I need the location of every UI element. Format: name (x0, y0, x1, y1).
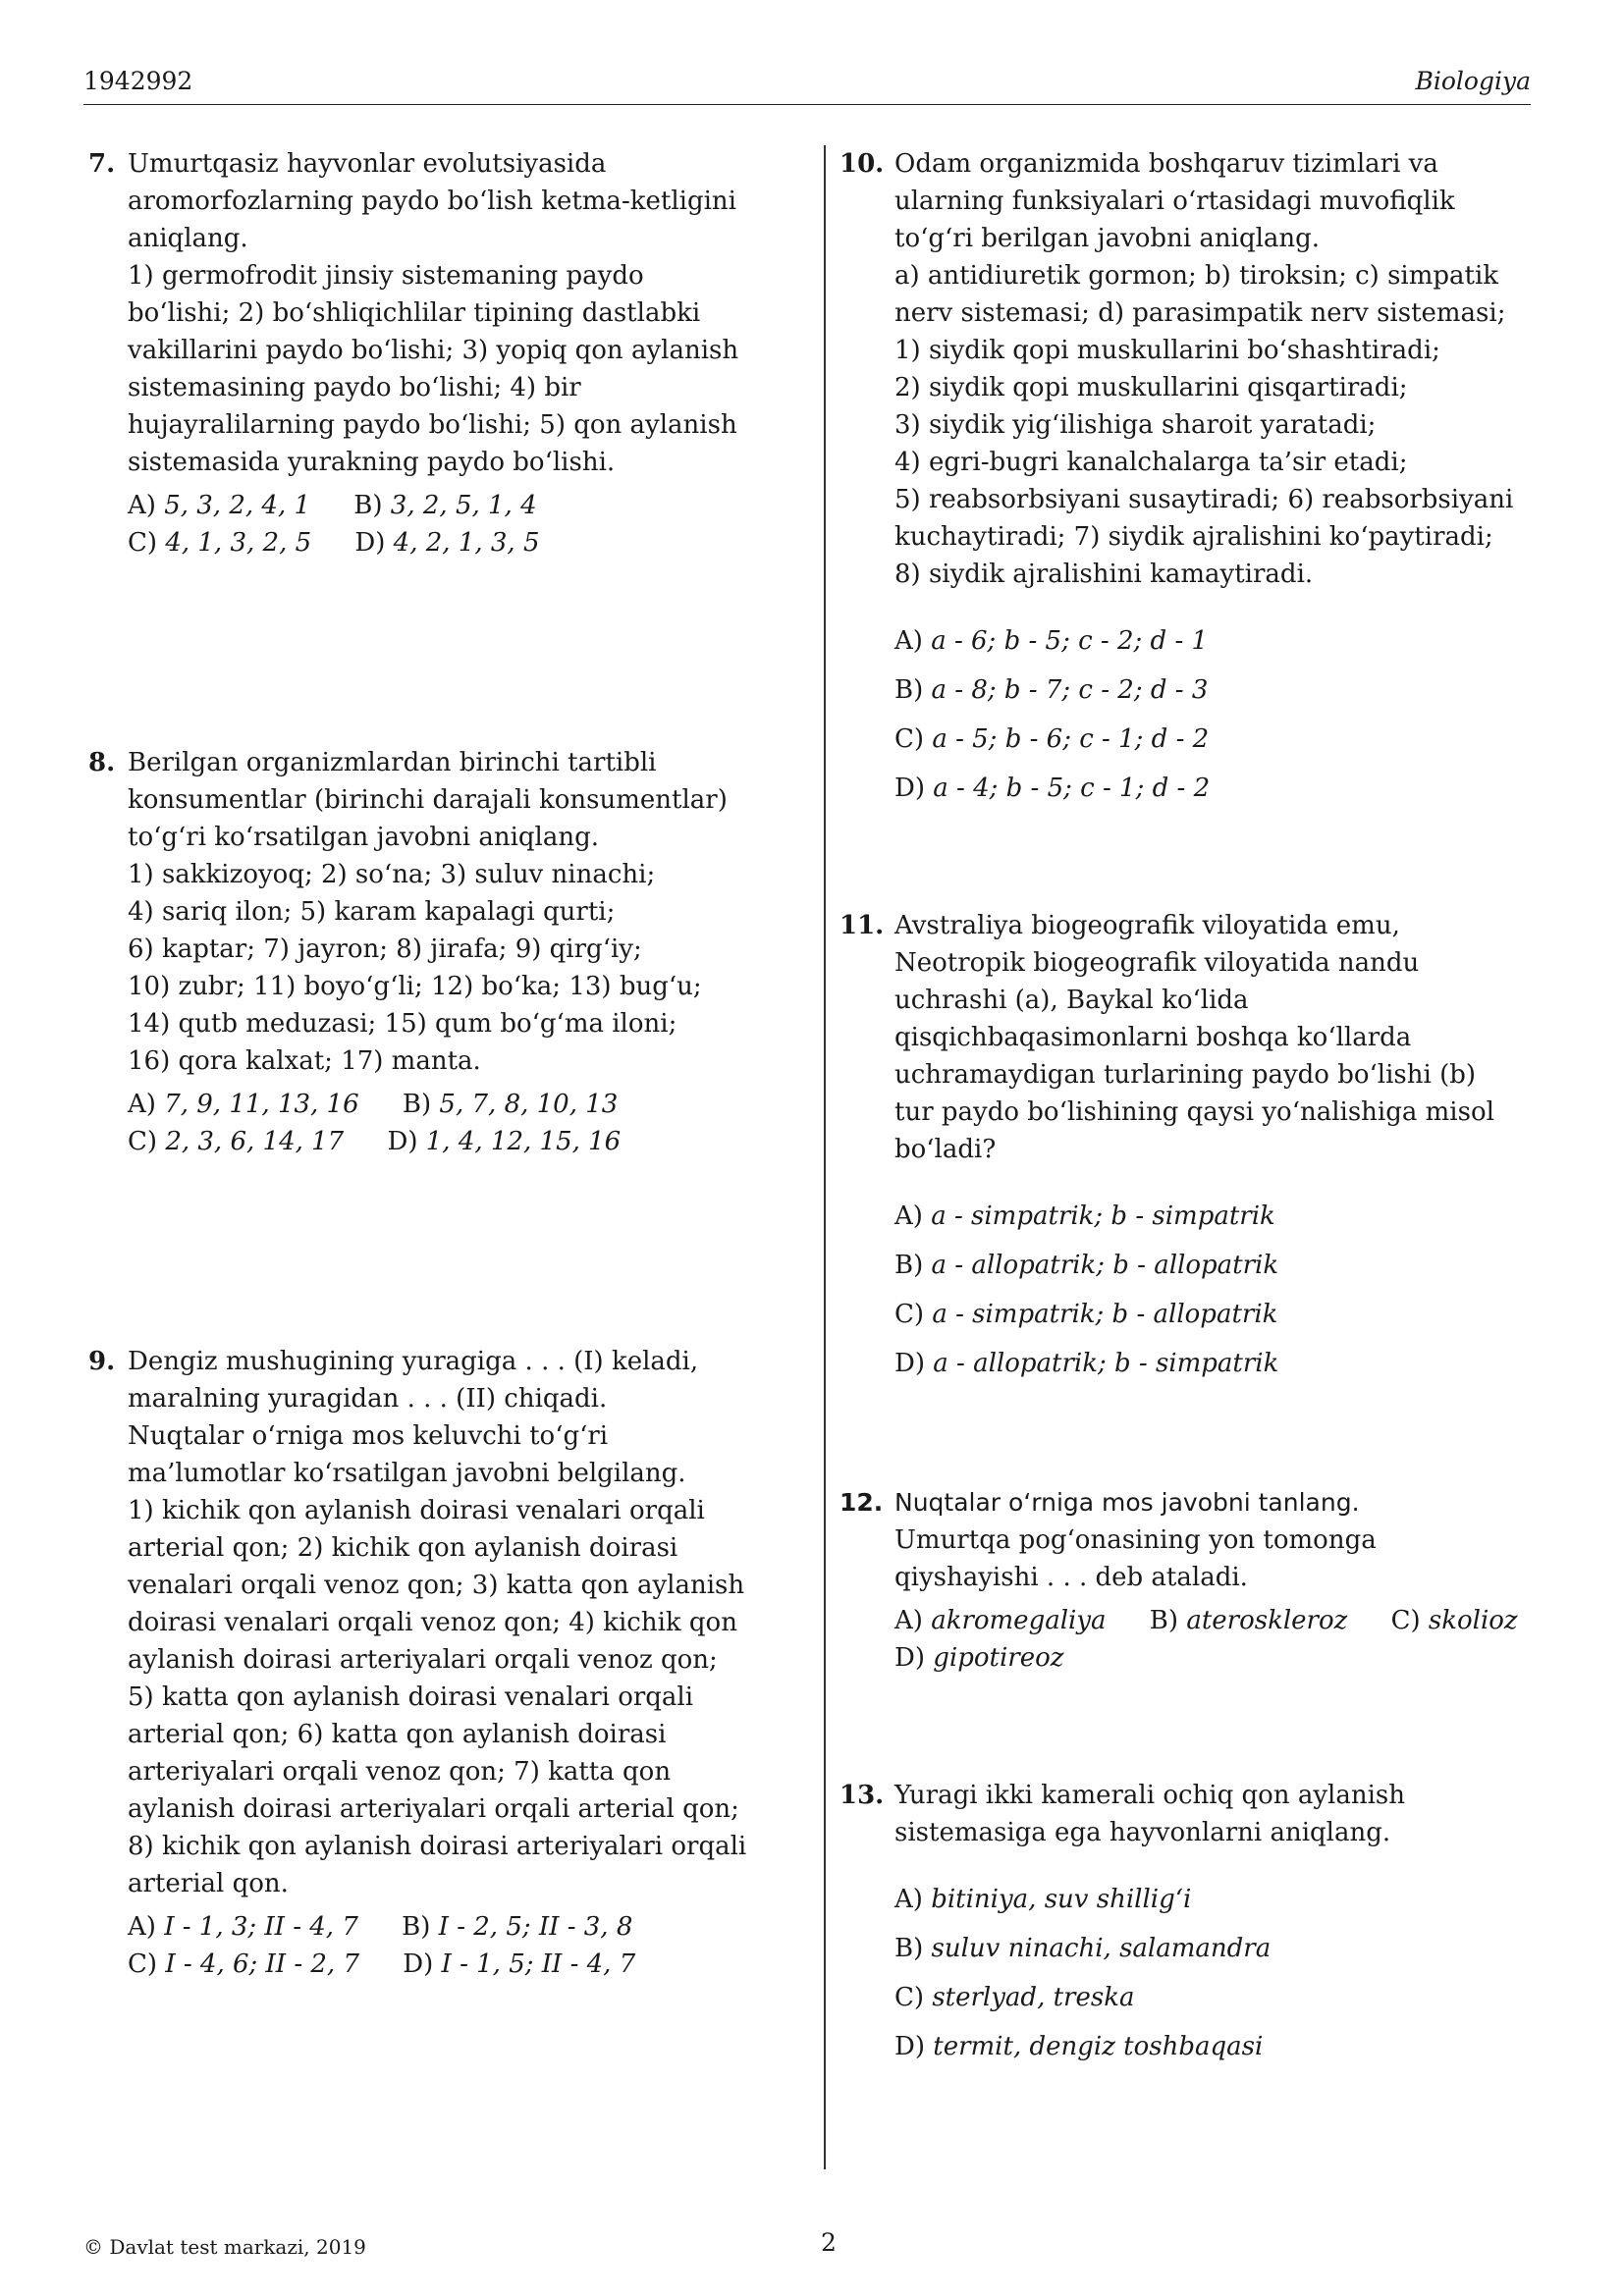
question-line: 3) siydik yig‘ilishiga sharoit yaratadi; (894, 410, 1377, 440)
header-divider (83, 104, 1531, 105)
option-d[interactable] (894, 764, 1537, 813)
option-letter: D) (894, 774, 925, 803)
option-b[interactable] (403, 1090, 618, 1119)
exam-id: 1942992 (83, 67, 193, 95)
question-number: 12. (839, 1488, 884, 1517)
question-line: Yuragi ikki kamerali ochiq qon aylanish (894, 1781, 1405, 1810)
option-text: 7, 9, 11, 13, 16 (164, 1090, 359, 1119)
question-12 (839, 1484, 1537, 1677)
question-line: bo‘lishi; 2) bo‘shliqichlilar tipining dastlabki (128, 298, 701, 328)
option-c[interactable] (894, 1290, 1537, 1339)
option-text: I - 4, 6; II - 2, 7 (165, 1949, 360, 1979)
option-letter: C) (1390, 1606, 1421, 1635)
question-line: 2) siydik qopi muskullarini qisqartiradi; (894, 373, 1408, 402)
option-c[interactable] (1391, 1606, 1518, 1635)
option-text: I - 1, 3; II - 4, 7 (164, 1912, 358, 1942)
option-b[interactable] (894, 666, 1537, 715)
option-letter: D) (354, 528, 386, 558)
question-line: Nuqtalar o‘rniga mos javobni tanlang. (894, 1488, 1360, 1517)
option-text: ateroskleroz (1186, 1606, 1348, 1635)
column-divider (824, 145, 826, 2169)
question-line: 6) kaptar; 7) jayron; 8) jirafa; 9) qirg‘iy; (128, 934, 642, 964)
option-letter: A) (128, 1090, 156, 1119)
copyright-notice: © Davlat test markazi, 2019 (83, 2235, 366, 2259)
subject-title: Biologiya (1415, 67, 1531, 95)
option-text: 5, 3, 2, 4, 1 (164, 491, 311, 520)
option-text: a - 6; b - 5; c - 2; d - 1 (931, 626, 1209, 656)
question-text (128, 1343, 805, 1983)
question-line: sistemasiga ega hayvonlarni aniqlang. (894, 1818, 1391, 1847)
option-letter: C) (128, 1127, 158, 1156)
option-text: 1, 4, 12, 15, 16 (425, 1127, 622, 1156)
option-text: 5, 7, 8, 10, 13 (439, 1090, 619, 1119)
option-letter: D) (894, 2032, 925, 2061)
option-text: suluv ninachi, salamandra (931, 1934, 1272, 1963)
answer-options (894, 1192, 1537, 1388)
question-line: arteriyalari orqali venoz qon; 7) katta qon (128, 1757, 672, 1787)
option-a[interactable] (128, 1090, 359, 1119)
answer-options (128, 1908, 805, 1983)
option-letter: C) (128, 1949, 158, 1979)
answer-options (894, 1602, 1537, 1639)
question-line: to‘g‘ri berilgan javobni aniqlang. (894, 224, 1321, 253)
question-line: Umurtqa pog‘onasining yon tomonga (894, 1525, 1377, 1555)
question-line: 4) sariq ilon; 5) karam kapalagi qurti; (128, 897, 616, 927)
question-line: maralning yuragidan . . . (II) chiqadi. (128, 1384, 608, 1414)
question-text (128, 744, 805, 1160)
option-text: termit, dengiz toshbaqasi (933, 2032, 1264, 2061)
question-number: 9. (88, 1347, 116, 1376)
option-text: 2, 3, 6, 14, 17 (165, 1127, 345, 1156)
option-b[interactable] (894, 1924, 1537, 1973)
question-line: ma’lumotlar ko‘rsatilgan javobni belgilang. (128, 1459, 686, 1488)
question-line: sistemasining paydo bo‘lishi; 4) bir (128, 373, 581, 402)
question-8 (88, 744, 805, 1160)
option-letter: D) (387, 1127, 418, 1156)
question-line: Berilgan organizmlardan birinchi tartibli (128, 748, 657, 777)
option-text: 4, 1, 3, 2, 5 (165, 528, 312, 558)
question-9 (88, 1343, 805, 1983)
option-c[interactable] (128, 528, 311, 558)
option-b[interactable] (1150, 1606, 1348, 1635)
question-text (894, 145, 1537, 813)
question-line: aniqlang. (128, 224, 248, 253)
question-11 (839, 907, 1537, 1388)
option-letter: B) (1149, 1606, 1179, 1635)
question-line: arterial qon; 6) katta qon aylanish doirasi (128, 1720, 667, 1749)
option-a[interactable] (894, 616, 1537, 666)
option-letter: A) (128, 491, 156, 520)
answer-options (894, 616, 1537, 813)
option-text: a - 8; b - 7; c - 2; d - 3 (931, 675, 1209, 705)
option-letter: B) (402, 1912, 431, 1942)
option-text: sterlyad, treska (932, 1983, 1135, 2012)
question-line: 16) qora kalxat; 17) manta. (128, 1046, 481, 1076)
option-text: bitiniya, suv shillig‘i (931, 1885, 1192, 1914)
option-letter: B) (402, 1090, 432, 1119)
question-line: qisqichbaqasimonlarni boshqa ko‘llarda (894, 1023, 1412, 1052)
answer-options (128, 487, 805, 561)
option-letter: D) (894, 1349, 925, 1378)
question-line: Dengiz mushugining yuragiga . . . (I) keladi, (128, 1347, 699, 1376)
question-line: Avstraliya biogeografik viloyatida emu, (894, 911, 1400, 940)
option-c[interactable] (894, 715, 1537, 764)
option-a[interactable] (894, 1875, 1537, 1924)
question-line: to‘g‘ri ko‘rsatilgan javobni aniqlang. (128, 823, 600, 852)
option-text: I - 2, 5; II - 3, 8 (438, 1912, 633, 1942)
question-line: aylanish doirasi arteriyalari orqali arterial qon; (128, 1794, 739, 1824)
question-line: 8) siydik ajralishini kamaytiradi. (894, 560, 1314, 589)
question-text (894, 907, 1537, 1388)
question-line: tur paydo bo‘lishining qaysi yo‘nalishiga misol (894, 1097, 1494, 1127)
answer-options (894, 1875, 1537, 2071)
question-text (894, 1777, 1537, 2071)
question-line: 10) zubr; 11) boyo‘g‘li; 12) bo‘ka; 13) bug‘u; (128, 972, 702, 1001)
option-letter: B) (894, 1251, 924, 1280)
question-line: uchramaydigan turlarining paydo bo‘lishi (b) (894, 1060, 1477, 1090)
option-letter: D) (403, 1949, 434, 1979)
question-10 (839, 145, 1537, 813)
question-13 (839, 1777, 1537, 2071)
option-d[interactable] (403, 1949, 635, 1979)
option-c[interactable] (894, 1973, 1537, 2022)
question-number: 8. (88, 748, 116, 777)
question-line: qiyshayishi . . . deb ataladi. (894, 1563, 1248, 1592)
option-text: a - simpatrik; b - allopatrik (932, 1300, 1278, 1329)
question-line: aromorfozlarning paydo bo‘lish ketma-ketligini (128, 187, 736, 216)
question-line: 4) egri-bugri kanalchalarga ta’sir etadi; (894, 448, 1408, 477)
answer-options (128, 1086, 805, 1160)
option-d[interactable] (354, 528, 539, 558)
option-letter: A) (894, 1885, 923, 1914)
question-line: konsumentlar (birinchi darajali konsumentlar) (128, 785, 728, 815)
option-a[interactable] (128, 491, 310, 520)
question-text (128, 145, 805, 561)
option-letter: A) (894, 626, 923, 656)
question-line: venalari orqali venoz qon; 3) katta qon aylanish (128, 1571, 745, 1600)
question-line: bo‘ladi? (894, 1135, 997, 1164)
option-letter: C) (894, 1983, 925, 2012)
option-d[interactable] (894, 1643, 1063, 1673)
option-text: a - 4; b - 5; c - 1; d - 2 (933, 774, 1211, 803)
question-line: 5) katta qon aylanish doirasi venalari orqali (128, 1682, 694, 1712)
option-letter: A) (128, 1912, 156, 1942)
question-line: Neotropik biogeografik viloyatida nandu (894, 948, 1420, 978)
question-number: 10. (839, 149, 885, 179)
option-text: 4, 2, 1, 3, 5 (393, 528, 540, 558)
option-b[interactable] (402, 1912, 632, 1942)
question-line: Umurtqasiz hayvonlar evolutsiyasida (128, 149, 607, 179)
question-line: uchrashi (a), Baykal ko‘lida (894, 986, 1249, 1015)
question-line: sistemasida yurakning paydo bo‘lishi. (128, 448, 616, 477)
question-text (894, 1484, 1537, 1677)
option-d[interactable] (894, 1339, 1537, 1388)
question-line: 1) kichik qon aylanish doirasi venalari orqali (128, 1496, 705, 1525)
option-text: akromegaliya (931, 1606, 1107, 1635)
option-letter: C) (128, 528, 158, 558)
option-letter: C) (894, 1300, 925, 1329)
option-text: a - allopatrik; b - allopatrik (931, 1251, 1279, 1280)
option-d[interactable] (894, 2022, 1537, 2071)
option-text: 3, 2, 5, 1, 4 (390, 491, 537, 520)
question-line: 1) germofrodit jinsiy sistemaning paydo (128, 261, 644, 291)
question-line: arterial qon; 2) kichik qon aylanish doirasi (128, 1533, 678, 1563)
question-line: 14) qutb meduzasi; 15) qum bo‘g‘ma iloni; (128, 1009, 677, 1039)
option-letter: B) (894, 675, 924, 705)
option-b[interactable] (353, 491, 536, 520)
option-text: I - 1, 5; II - 4, 7 (441, 1949, 636, 1979)
option-a[interactable] (894, 1192, 1537, 1241)
question-line: hujayralilarning paydo bo‘lishi; 5) qon aylanish (128, 410, 737, 440)
page-number: 2 (821, 2228, 837, 2257)
question-line: ularning funksiyalari o‘rtasidagi muvofiqlik (894, 187, 1455, 216)
question-line: Nuqtalar o‘rniga mos keluvchi to‘g‘ri (128, 1421, 609, 1451)
question-line: doirasi venalari orqali venoz qon; 4) kichik qon (128, 1608, 737, 1637)
question-number: 13. (839, 1781, 885, 1810)
option-c[interactable] (128, 1949, 359, 1979)
question-line: arterial qon. (128, 1869, 289, 1898)
option-text: a - 5; b - 6; c - 1; d - 2 (932, 724, 1210, 754)
question-line: vakillarini paydo bo‘lishi; 3) yopiq qon aylanish (128, 336, 739, 365)
question-line: aylanish doirasi arteriyalari orqali venoz qon; (128, 1645, 718, 1675)
question-line: 8) kichik qon aylanish doirasi arteriyalari orqali (128, 1832, 747, 1861)
question-line: 1) siydik qopi muskullarini bo‘shashtiradi; (894, 336, 1440, 365)
question-line: 5) reabsorbsiyani susaytiradi; 6) reabsorbsiyani (894, 485, 1514, 514)
question-line: nerv sistemasi; d) parasimpatik nerv sistemasi; (894, 298, 1506, 328)
option-text: a - allopatrik; b - simpatrik (933, 1349, 1279, 1378)
question-line: a) antidiuretik gormon; b) tiroksin; c) simpatik (894, 261, 1499, 291)
question-number: 11. (839, 911, 885, 940)
option-letter: A) (894, 1606, 923, 1635)
question-7 (88, 145, 805, 561)
option-text: skolioz (1428, 1606, 1518, 1635)
option-a[interactable] (894, 1606, 1107, 1635)
question-line: Odam organizmida boshqaruv tizimlari va (894, 149, 1438, 179)
option-letter: B) (894, 1934, 924, 1963)
option-a[interactable] (128, 1912, 358, 1942)
option-text: gipotireoz (933, 1643, 1064, 1673)
option-b[interactable] (894, 1241, 1537, 1290)
option-d[interactable] (388, 1127, 622, 1156)
option-letter: D) (894, 1643, 925, 1673)
option-letter: C) (894, 724, 925, 754)
option-text: a - simpatrik; b - simpatrik (931, 1201, 1275, 1231)
question-line: kuchaytiradi; 7) siydik ajralishini ko‘paytiradi; (894, 522, 1493, 552)
question-line: 1) sakkizoyoq; 2) so‘na; 3) suluv ninachi; (128, 860, 656, 889)
option-letter: B) (353, 491, 383, 520)
option-c[interactable] (128, 1127, 344, 1156)
page-header (83, 63, 1531, 102)
question-number: 7. (88, 149, 116, 179)
option-letter: A) (894, 1201, 923, 1231)
